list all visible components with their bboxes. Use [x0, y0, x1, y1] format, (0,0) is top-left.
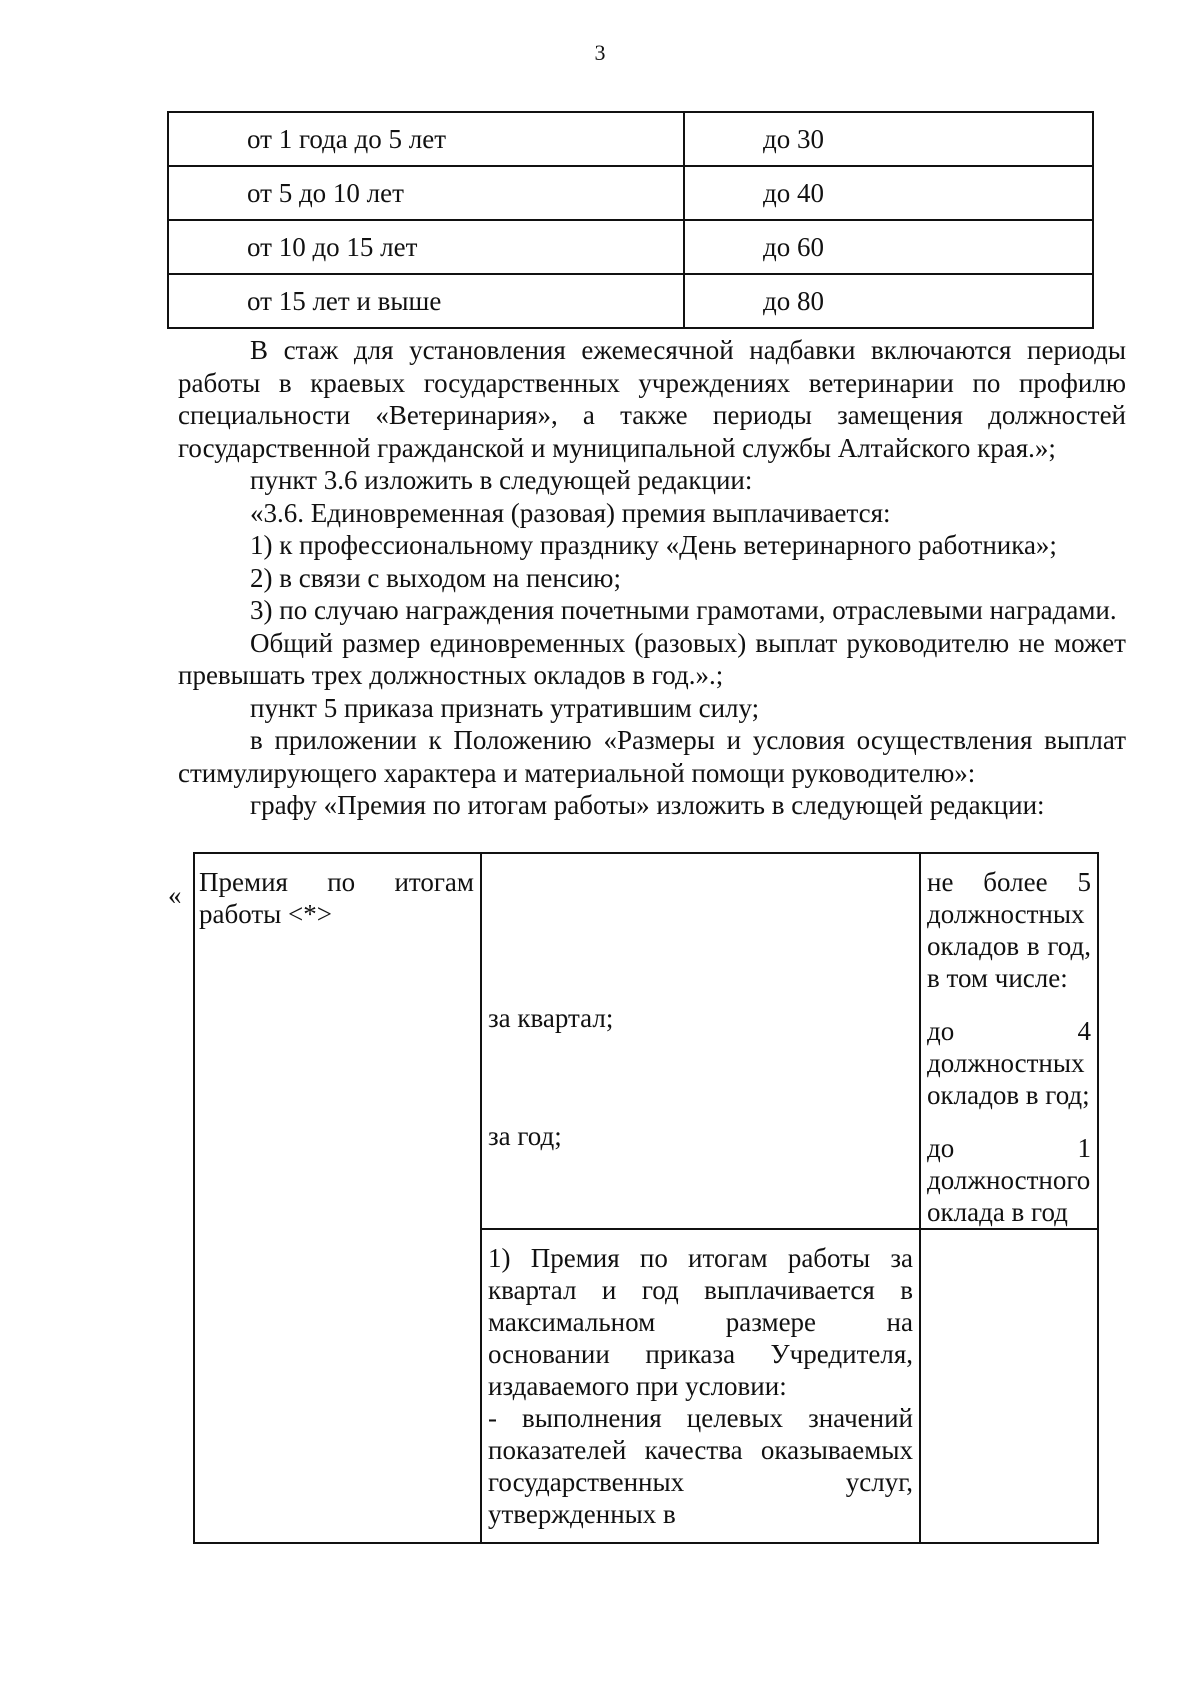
quarter-label: за квартал; [488, 1003, 614, 1033]
table-row [168, 220, 1093, 274]
opening-quote: « [168, 880, 182, 910]
empty-cell [920, 1229, 1098, 1543]
seniority-table [167, 111, 1094, 329]
year-amount: до 1 должностного оклада в год [927, 1133, 1091, 1227]
table-row [168, 166, 1093, 220]
conditions-item: - выполнения целевых значений показателей качества оказываемых государственных услуг, утвержденных в [488, 1403, 913, 1529]
quarter-amount: до 4 должностных окладов в год; [927, 1016, 1091, 1110]
amount-cell [920, 853, 1098, 1229]
bonus-name: Премия по итогам работы <*> [199, 867, 474, 929]
value-cell: до 80 [684, 274, 1093, 328]
period-cell: от 10 до 15 лет [168, 220, 684, 274]
paragraph: 3) по случаю награждения почетными грамотами, отраслевыми наградами. [250, 595, 1117, 625]
paragraph: графу «Премия по итогам работы» изложить в следующей редакции: [250, 790, 1045, 820]
table-row [168, 112, 1093, 166]
period-cell [481, 853, 920, 1229]
conditions-cell [481, 1229, 920, 1543]
year-label: за год; [488, 1121, 562, 1151]
paragraph: 1) к профессиональному празднику «День ветеринарного работника»; [250, 530, 1057, 560]
period-cell: от 5 до 10 лет [168, 166, 684, 220]
paragraph: Общий размер единовременных (разовых) выплат руководителю не может превышать трех должностных окладов в год.».; [178, 627, 1126, 690]
total-amount: не более 5 должностных окладов в год, в том числе: [927, 867, 1091, 993]
value-cell: до 30 [684, 112, 1093, 166]
conditions-text: 1) Премия по итогам работы за квартал и год выплачивается в максимальном размере на основании приказа Учредителя, издаваемого при условии: [488, 1243, 913, 1401]
value-cell: до 60 [684, 220, 1093, 274]
value-cell: до 40 [684, 166, 1093, 220]
table-row [168, 274, 1093, 328]
bonus-name-cell [194, 853, 481, 1543]
period-cell: от 15 лет и выше [168, 274, 684, 328]
period-cell: от 1 года до 5 лет [168, 112, 684, 166]
page-number: 3 [594, 40, 606, 65]
table-row [194, 853, 1098, 1229]
body-text [178, 334, 1126, 822]
bonus-table [193, 852, 1099, 1544]
paragraph: пункт 3.6 изложить в следующей редакции: [250, 465, 753, 495]
paragraph: пункт 5 приказа признать утратившим силу; [250, 692, 760, 723]
paragraph: В стаж для установления ежемесячной надбавки включаются периоды работы в краевых государственных учреждениях ветеринарии по профилю специальности «Ветеринария», а также периоды замещения должностей государственной гражданской и муниципальной службы Алтайского края.»; [178, 335, 1126, 463]
paragraph: 2) в связи с выходом на пенсию; [250, 562, 621, 593]
paragraph: в приложении к Положению «Размеры и условия осуществления выплат стимулирующего характера и материальной помощи руководителю»: [178, 725, 1126, 788]
paragraph: «3.6. Единовременная (разовая) премия выплачивается: [250, 497, 891, 528]
